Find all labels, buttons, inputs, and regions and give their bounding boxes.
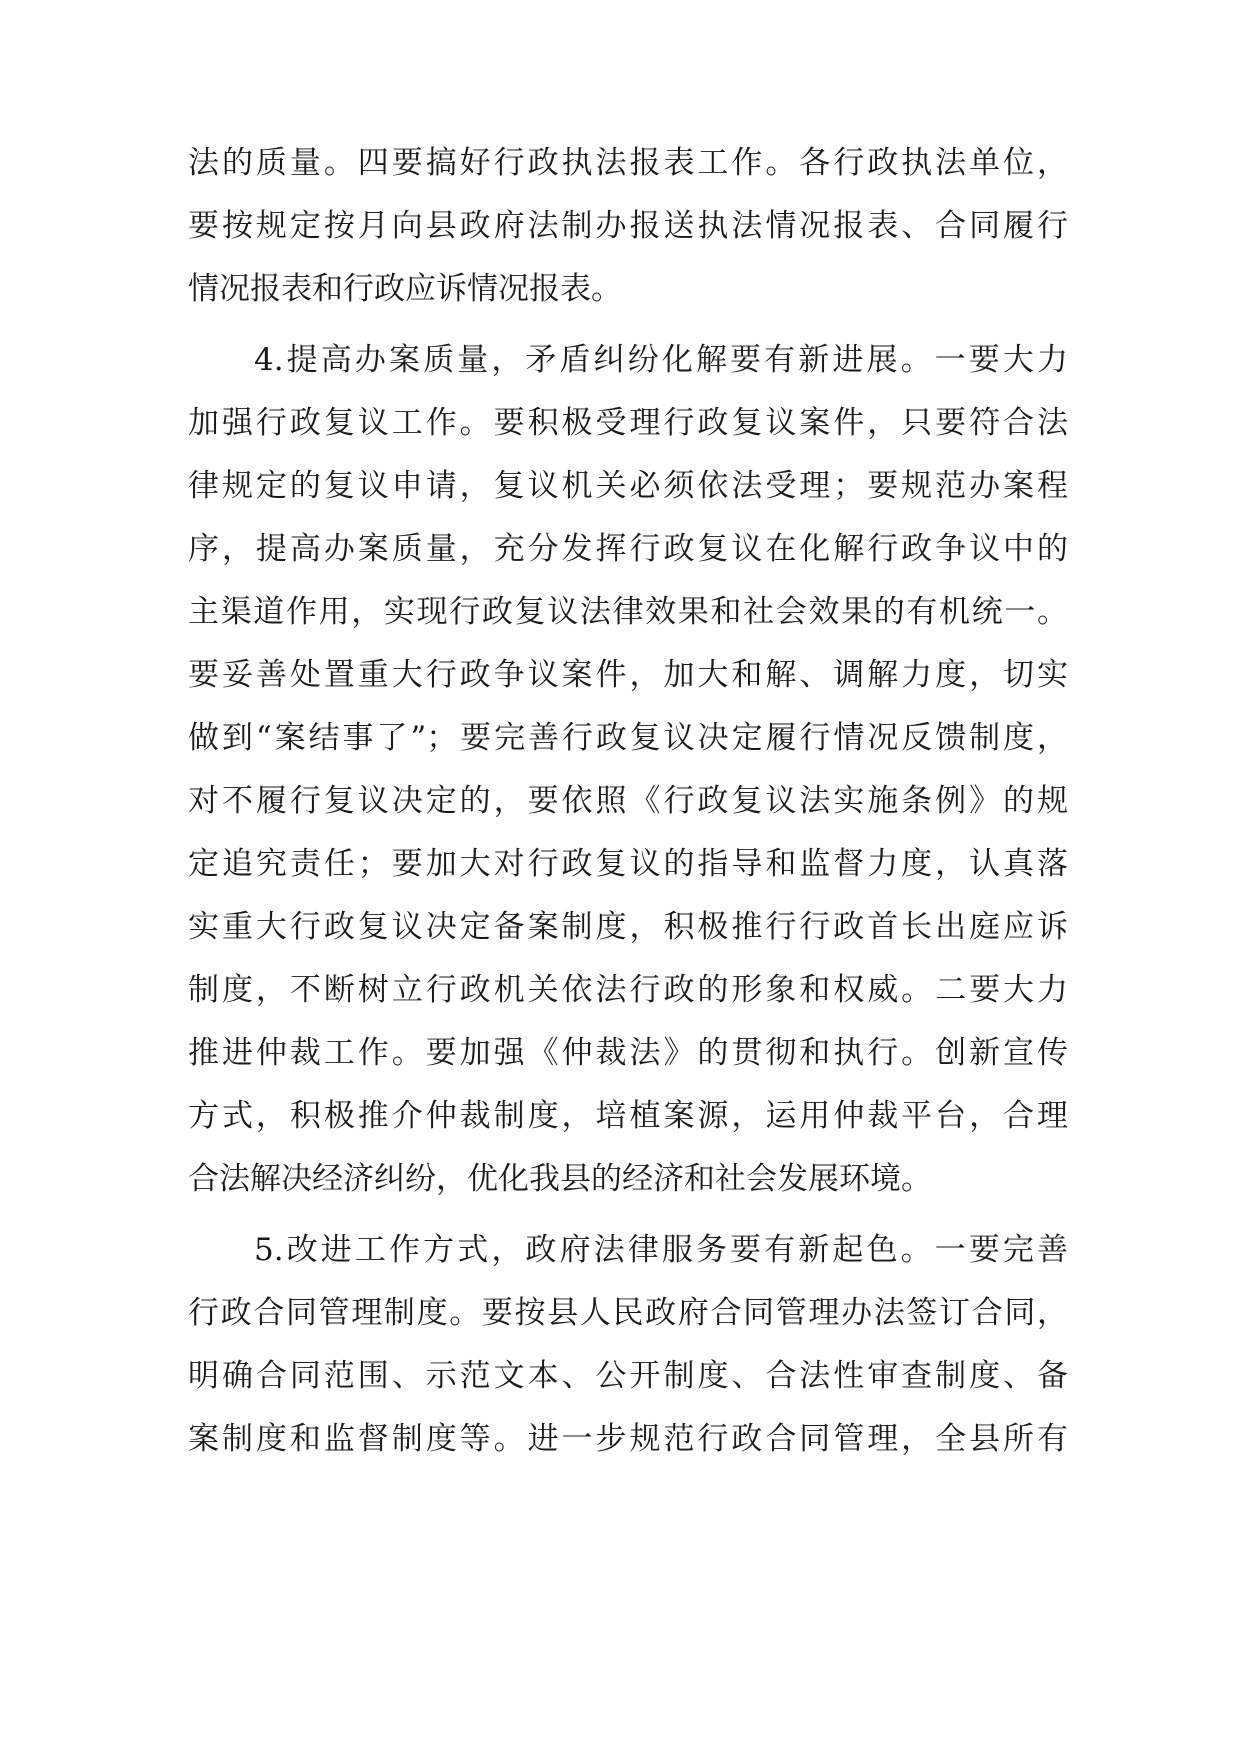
text-line: 情况报表和行政应诉情况报表。: [188, 271, 622, 307]
text-line: 要妥善处置重大行政争议案件，加大和解、调解力度，切实: [188, 657, 1068, 693]
text-line: 做到“案结事了”；要完善行政复议决定履行情况反馈制度，: [188, 720, 1068, 756]
text-line: 案制度和监督制度等。进一步规范行政合同管理，全县所有: [188, 1421, 1068, 1457]
text-line: 方式，积极推介仲裁制度，培植案源，运用仲裁平台，合理: [188, 1098, 1068, 1134]
text-line: 加强行政复议工作。要积极受理行政复议案件，只要符合法: [188, 405, 1068, 441]
text-line: 制度，不断树立行政机关依法行政的形象和权威。二要大力: [188, 972, 1068, 1008]
text-line: 要按规定按月向县政府法制办报送执法情况报表、合同履行: [188, 208, 1068, 244]
text-line: 定追究责任；要加大对行政复议的指导和监督力度，认真落: [188, 846, 1068, 882]
text-line: 序，提高办案质量，充分发挥行政复议在化解行政争议中的: [188, 531, 1068, 567]
text-line: 律规定的复议申请，复议机关必须依法受理；要规范办案程: [188, 468, 1068, 504]
text-line: 法的质量。四要搞好行政执法报表工作。各行政执法单位，: [188, 145, 1068, 181]
paragraph-heading-5: 5.改进工作方式，政府法律服务要有新起色。一要完善: [254, 1232, 1068, 1268]
text-line: 主渠道作用，实现行政复议法律效果和社会效果的有机统一。: [188, 594, 1068, 630]
text-line: 推进仲裁工作。要加强《仲裁法》的贯彻和执行。创新宣传: [188, 1035, 1068, 1071]
text-line: 实重大行政复议决定备案制度，积极推行行政首长出庭应诉: [188, 909, 1068, 945]
text-line: 对不履行复议决定的，要依照《行政复议法实施条例》的规: [188, 783, 1068, 819]
text-line: 合法解决经济纠纷，优化我县的经济和社会发展环境。: [188, 1161, 932, 1197]
paragraph-heading-4: 4.提高办案质量，矛盾纠纷化解要有新进展。一要大力: [254, 342, 1068, 378]
text-line: 明确合同范围、示范文本、公开制度、合法性审查制度、备: [188, 1358, 1068, 1394]
text-line: 行政合同管理制度。要按县人民政府合同管理办法签订合同，: [188, 1295, 1068, 1331]
